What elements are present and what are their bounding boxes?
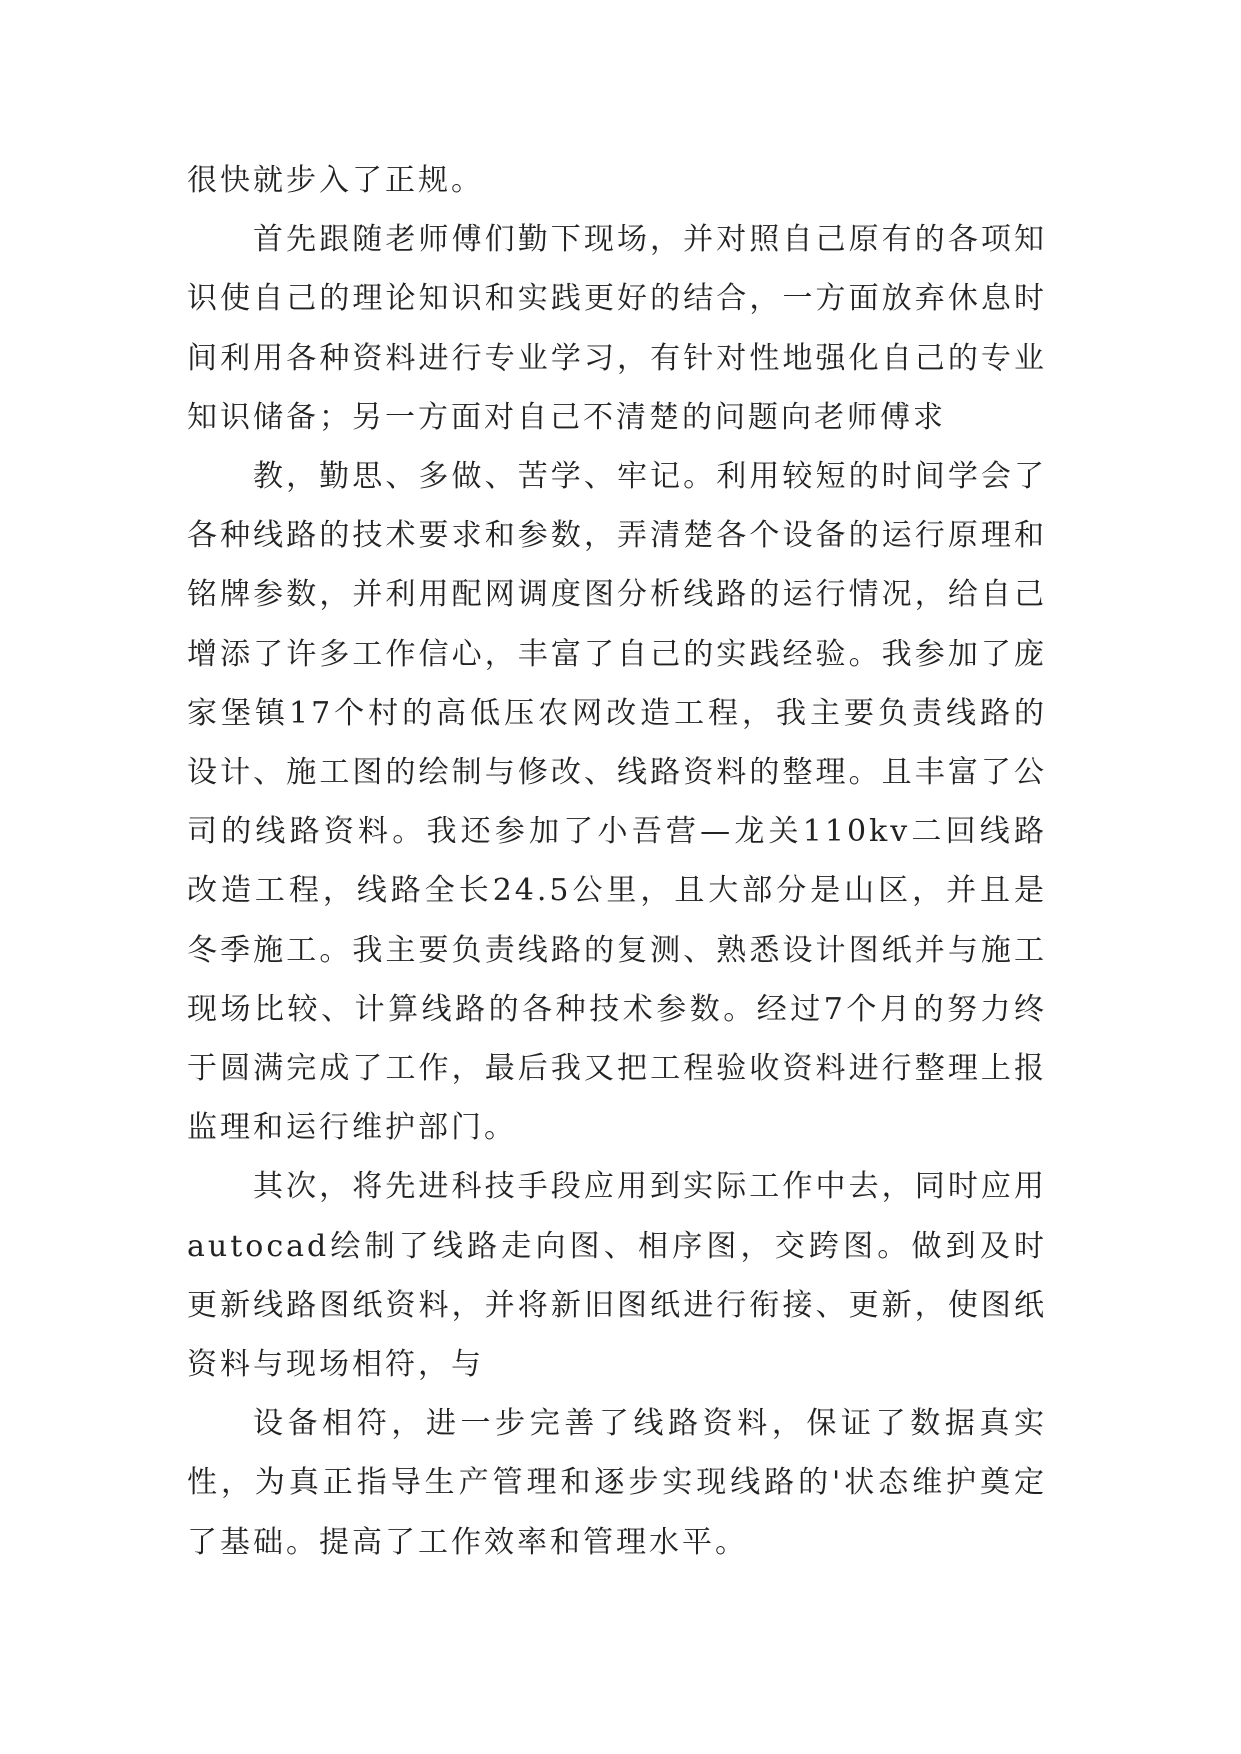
paragraph-4: 其次，将先进科技手段应用到实际工作中去，同时应用autocad绘制了线路走向图、相序图，交跨图。做到及时更新线路图纸资料，并将新旧图纸进行衔接、更新，使图纸资料与现场相符，与 [187,1169,1047,1383]
paragraph-1: 很快就步入了正规。 [187,163,484,198]
paragraph-2: 首先跟随老师傅们勤下现场，并对照自己原有的各项知识使自己的理论知识和实践更好的结合，一方面放弃休息时间利用各种资料进行专业学习，有针对性地强化自己的专业知识储备；另一方面对自己不清楚的问题向老师傅求 [187,222,1047,435]
paragraph-3: 教，勤思、多做、苦学、牢记。利用较短的时间学会了各种线路的技术要求和参数，弄清楚各个设备的运行原理和铭牌参数，并利用配网调度图分析线路的运行情况，给自己增添了许多工作信心，丰富了自己的实践经验。我参加了庞家堡镇17个村的高低压农网改造工程，我主要负责线路的设计、施工图的绘制与修改、线路资料的整理。且丰富了公司的线路资料。我还参加了小吾营—龙关110kv二回线路改造工程，线路全长24.5公里，且大部分是山区，并且是冬季施工。我主要负责线路的复测、熟悉设计图纸并与施工现场比较、计算线路的各种技术参数。经过7个月的努力终于圆满完成了工作，最后我又把工程验收资料进行整理上报监理和运行维护部门。 [187,459,1047,1146]
paragraph-5: 设备相符，进一步完善了线路资料，保证了数据真实性，为真正指导生产管理和逐步实现线路的'状态维护奠定了基础。提高了工作效率和管理水平。 [187,1406,1047,1560]
document-body [187,151,1047,1572]
